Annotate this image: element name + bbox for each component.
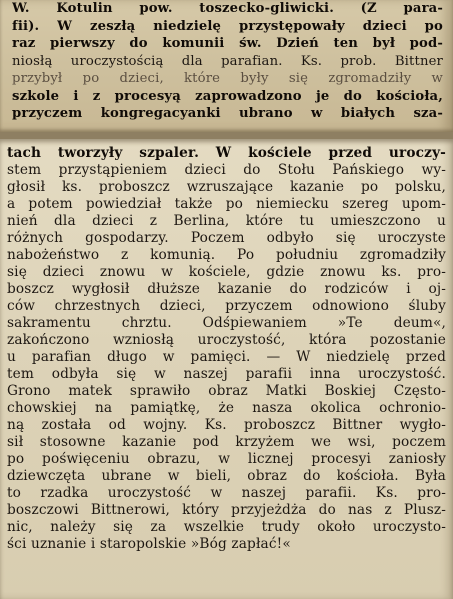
- text-line: tach tworzyły szpaler. W kościele przed uroczy-: [7, 145, 446, 161]
- text-line: nień dla dzieci z Berlina, które tu umieszczono u: [7, 213, 446, 229]
- clipping-bottom: [0, 139, 453, 599]
- text-line: sił stosowne kazanie pod krzyżem we wsi, poczem: [7, 434, 446, 450]
- text-line: u parafian długo w pamięci. — W niedzielę przed: [7, 349, 446, 365]
- text-line: przyczem kongregacyanki ubrano w białych sza-: [12, 106, 443, 121]
- text-line: fii). W zeszłą niedzielę przystępowały dzieci po: [12, 18, 443, 34]
- text-line: boszcz wygłosił dłuższe kazanie do rodziców i oj-: [7, 281, 446, 297]
- text-line: sakramentu chrztu. Odśpiewaniem »Te deum«,: [7, 315, 446, 331]
- text-line: ną została od wojny. Ks. proboszcz Bittner wygło-: [7, 417, 446, 433]
- text-line-last: ści uznanie i staropolskie »Bóg zapłać!«: [7, 536, 291, 552]
- clipping-separator: [0, 132, 453, 139]
- text-line: dziewczęta ubrane w bieli, obraz do kościoła. Była: [7, 468, 446, 484]
- clipping-top: [0, 0, 453, 132]
- text-line: nic, należy się za wszelkie trudy około uroczysto-: [7, 519, 446, 535]
- text-line: ców chrzestnych dzieci, przyczem odnowiono śluby: [7, 298, 446, 314]
- article-heading-line: W. Kotulin pow. toszecko-gliwicki. (Z para-: [12, 1, 443, 16]
- text-line: tem odbyła się w naszej parafii inna uroczystość.: [7, 366, 446, 382]
- text-line: przybył po dzieci, które były się zgromadziły w: [12, 71, 443, 86]
- text-line: chowskiej na pamiątkę, że nasza okolica ochronio-: [7, 400, 446, 416]
- text-line: to rzadka uroczystość w naszej parafii. Ks. pro-: [7, 485, 446, 501]
- text-line: po poświęceniu obrazu, w licznej procesyi zaniosły: [7, 451, 446, 467]
- text-line: raz pierwszy do komunii św. Dzień ten był pod-: [12, 36, 443, 51]
- text-line: szkole i z procesyą zaprowadzono je do kościoła,: [12, 88, 443, 104]
- text-line: Grono matek sprawiło obraz Matki Boskiej Często-: [7, 383, 446, 399]
- text-line: boszczowi Bittnerowi, który przyjeżdża do nas z Plusz-: [7, 502, 446, 518]
- text-line: nabożeństwo z komunią. Po południu zgromadziły: [7, 247, 446, 263]
- text-line: stem przystąpieniem dzieci do Stołu Pańskiego wy-: [7, 162, 446, 178]
- text-line: różnych gospodarzy. Poczem odbyło się uroczyste: [7, 230, 446, 246]
- text-line: a potem powiedział także po niemiecku szereg upom-: [7, 196, 446, 212]
- text-line: głosił ks. proboszcz wzruszające kazanie po polsku,: [7, 179, 446, 195]
- text-line: się dzieci znowu w kościele, gdzie znowu ks. pro-: [7, 264, 446, 280]
- text-line: niosłą uroczystością dla parafian. Ks. prob. Bittner: [12, 53, 443, 69]
- text-line: zakończono wzniosłą uroczystość, która pozostanie: [7, 332, 446, 348]
